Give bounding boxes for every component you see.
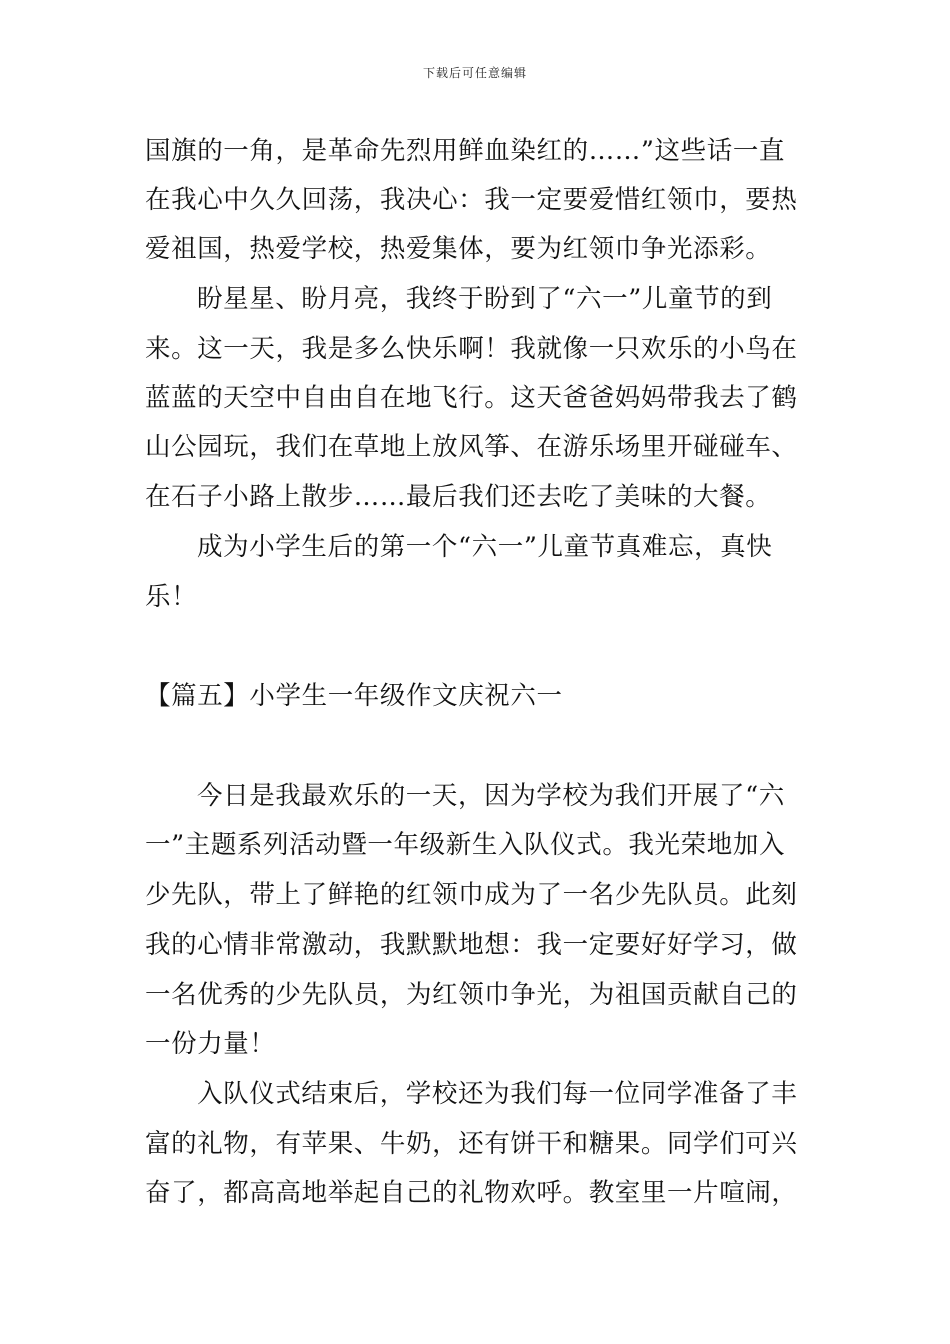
text-line: 国旗的一角，是革命先烈用鲜血染红的……”这些话一直 bbox=[145, 136, 786, 166]
text-line: 爱祖国，热爱学校，热爱集体，要为红领巾争光添彩。 bbox=[145, 234, 772, 264]
text-line: 来。这一天，我是多么快乐啊！我就像一只欢乐的小鸟在 bbox=[145, 334, 798, 364]
text-line: 今日是我最欢乐的一天，因为学校为我们开展了“六 bbox=[197, 781, 785, 811]
text-line: 山公园玩，我们在草地上放风筝、在游乐场里开碰碰车、 bbox=[145, 432, 798, 462]
text-line: 在石子小路上散步……最后我们还去吃了美味的大餐。 bbox=[145, 482, 772, 512]
text-line: 一名优秀的少先队员，为红领巾争光，为祖国贡献自己的 bbox=[145, 980, 798, 1010]
text-line: 富的礼物，有苹果、牛奶，还有饼干和糖果。同学们可兴 bbox=[145, 1129, 798, 1159]
text-line: 成为小学生后的第一个“六一”儿童节真难忘，真快 bbox=[197, 532, 773, 562]
page-header: 下载后可任意编辑 bbox=[422, 66, 527, 80]
text-line: 奋了，都高高地举起自己的礼物欢呼。教室里一片喧闹， bbox=[145, 1178, 798, 1208]
section-heading: 【篇五】小学生一年级作文庆祝六一 bbox=[145, 681, 563, 711]
text-line: 蓝蓝的天空中自由自在地飞行。这天爸爸妈妈带我去了鹤 bbox=[145, 383, 798, 413]
text-line: 在我心中久久回荡，我决心：我一定要爱惜红领巾，要热 bbox=[145, 185, 798, 215]
text-line: 一”主题系列活动暨一年级新生入队仪式。我光荣地加入 bbox=[145, 830, 786, 860]
text-line: 少先队，带上了鲜艳的红领巾成为了一名少先队员。此刻 bbox=[145, 880, 798, 910]
text-line: 盼星星、盼月亮，我终于盼到了“六一”儿童节的到 bbox=[197, 284, 773, 314]
text-line: 乐！ bbox=[145, 582, 198, 612]
text-line: 一份力量！ bbox=[145, 1029, 276, 1059]
text-line: 我的心情非常激动，我默默地想：我一定要好好学习，做 bbox=[145, 930, 798, 960]
text-line: 入队仪式结束后，学校还为我们每一位同学准备了丰 bbox=[197, 1079, 798, 1109]
